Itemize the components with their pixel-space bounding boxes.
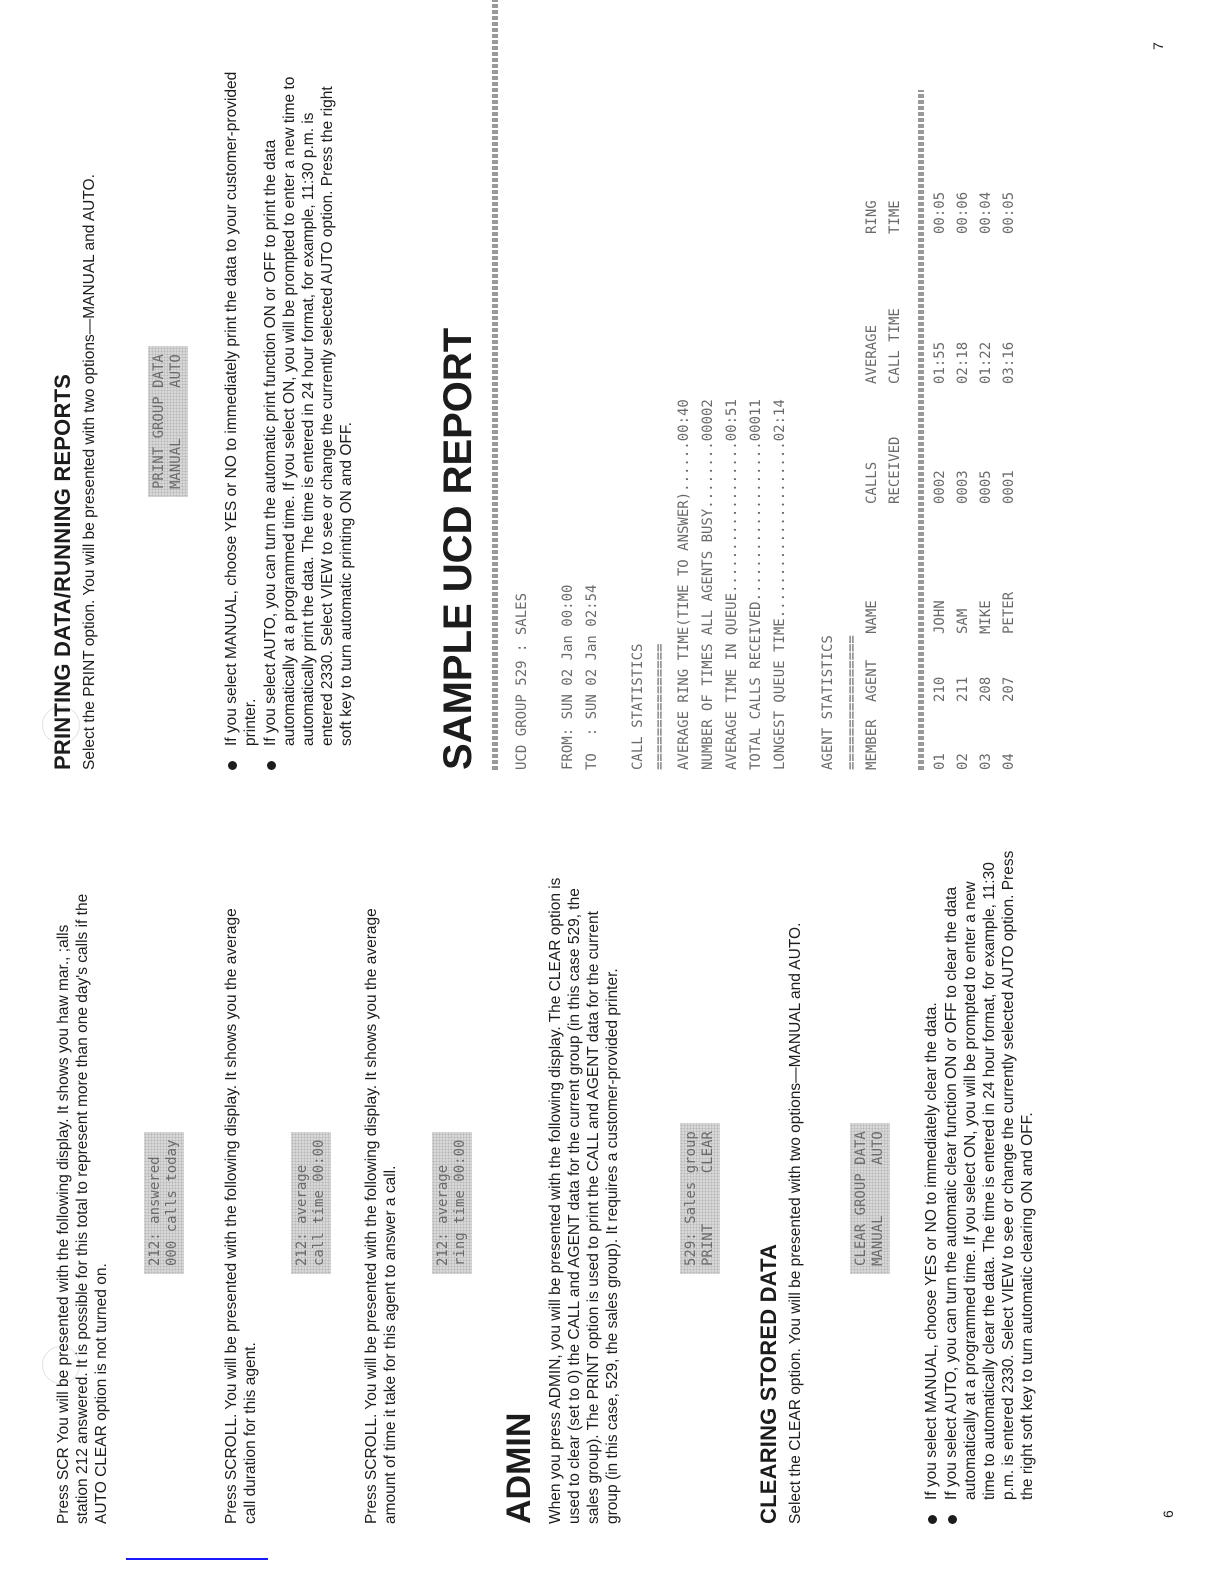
lcd-line: MANUAL AUTO	[870, 1131, 886, 1266]
list-item	[261, 58, 356, 770]
call-stat-row: AVERAGE TIME IN QUEUE..................00:51	[724, 399, 740, 770]
column-header: RECEIVED	[887, 436, 903, 504]
report-group-line: UCD GROUP 529 : SALES	[514, 592, 530, 770]
table-cell: JOHN	[932, 600, 948, 634]
table-cell: 02	[955, 753, 971, 770]
table-cell: 0001	[1001, 470, 1017, 504]
column-header: NAME	[864, 600, 880, 634]
bullet-icon	[928, 1515, 937, 1524]
report-to-line: TO : SUN 02 Jan 02:54	[584, 584, 600, 770]
agent-stats-title: AGENT STATISTICS	[820, 635, 836, 770]
list-item	[942, 850, 1037, 1524]
table-cell: PETER	[1001, 591, 1017, 634]
report-from-line: FROM: SUN 02 Jan 00:00	[560, 584, 576, 770]
call-stat-row: NUMBER OF TIMES ALL AGENTS BUSY........00002	[700, 399, 716, 770]
call-stats-underline: ===============	[652, 643, 668, 770]
column-header	[887, 504, 910, 634]
lcd-display-answered	[144, 1132, 184, 1274]
table-divider	[910, 144, 932, 770]
clearing-paragraph: Select the CLEAR option. You will be presented with two options—MANUAL and AUTO.	[787, 922, 804, 1524]
lcd-display-ring-time	[432, 1132, 472, 1274]
table-cell: 01:55	[932, 341, 948, 384]
table-cell: 210	[932, 676, 948, 702]
list-item	[922, 850, 941, 1524]
table-cell: 00:06	[955, 191, 971, 234]
lcd-line: MANUAL AUTO	[168, 354, 184, 489]
lcd-line: CLEAR GROUP DATA	[853, 1131, 869, 1266]
table-divider-row	[910, 144, 932, 770]
scan-line-mark	[126, 1558, 268, 1560]
table-cell: 00:05	[932, 191, 948, 234]
column-header: TIME	[887, 200, 903, 234]
table-header-row	[864, 144, 887, 770]
table-cell: 01	[932, 753, 948, 770]
scroll-ring-time-paragraph: Press SCROLL. You will be presented with the following display. It shows you the average amount of time it take for this agent to answer a call.	[363, 908, 399, 1524]
table-cell: 0003	[955, 470, 971, 504]
table-cell: 02:18	[955, 341, 971, 384]
lcd-line: PRINT GROUP DATA	[151, 354, 167, 489]
bullet-icon	[228, 761, 237, 770]
table-cell: 01:22	[978, 341, 994, 384]
table-cell: 0005	[978, 470, 994, 504]
left-page	[0, 792, 1224, 1584]
bullet-text: If you select MANUAL, choose YES or NO to immediately print the data to your customer-provided printer.	[223, 71, 259, 746]
bullet-text: If you select AUTO, you can turn the automatic print function ON or OFF to print the data automatically at a programmed time. If you select ON, you will be prompted to enter a new time to automatically print the data. The time is entered in 24 hour format, for example, 11:30 p.m. is entered 2330. Select VIEW to see or change the currently selected AUTO option. Press the right soft key to turn automatic printing ON and OFF.	[262, 76, 355, 746]
table-cell: MIKE	[978, 600, 994, 634]
scroll-answered-paragraph: Press SCR You will be presented with the following display. It shows you haw mar., ;alls station 212 answered. It is possible for this total to represent more than one day's calls if the AUTO CLEAR option is not turned on.	[55, 893, 110, 1524]
table-cell: 00:05	[1001, 191, 1017, 234]
bullet-text: If you select AUTO, you can turn the automatic clear function ON or OFF to clear the data automatically at a programmed time. If you select ON, you will be prompted to enter a new time to automatically clear the data. The time is entered in 24 hour format, for example, 11:30 p.m. is entered 2330. Select VIEW to see or change the currently selected AUTO option. Press the right soft key to turn automatic clearing ON and OFF.	[943, 850, 1036, 1500]
lcd-line: ring time 00:00	[452, 1139, 468, 1266]
table-cell: 211	[955, 676, 971, 702]
lcd-display-call-time	[291, 1132, 331, 1274]
lcd-line: 000 calls today	[164, 1139, 180, 1266]
column-header	[887, 702, 910, 770]
table-row	[955, 144, 978, 770]
table-cell: 208	[978, 676, 994, 702]
clear-options-list	[922, 850, 1038, 1524]
scroll-call-time-paragraph: Press SCROLL. You will be presented with the following display. It shows you the average call duration for this agent.	[223, 908, 259, 1524]
lcd-display-clear	[850, 1123, 890, 1274]
table-cell: 03	[978, 753, 994, 770]
lcd-line: 212: average	[435, 1164, 451, 1266]
report-heading: SAMPLE UCD REPORT	[436, 327, 480, 770]
report-top-rule	[492, 0, 498, 770]
call-stat-row: TOTAL CALLS RECEIVED...................00011	[748, 399, 764, 770]
lcd-display-admin	[680, 1123, 720, 1274]
column-header: AVERAGE	[864, 324, 880, 384]
admin-paragraph: When you press ADMIN, you will be presented with the following display. The CLEAR option is used to clear (set to 0) the CALL and AGENT data for the current group (in this case 529, the sales group). The PRINT option is used to print the CALL and AGENT data for the current group (in this case, 529, the sales group). It requires a customer-provided printer.	[547, 877, 621, 1524]
agent-stats-table	[864, 144, 1024, 770]
print-options-list	[222, 58, 357, 770]
table-cell: 207	[1001, 676, 1017, 702]
column-header: CALLS	[864, 461, 880, 504]
table-header-row	[887, 144, 910, 770]
lcd-line: PRINT CLEAR	[700, 1131, 716, 1266]
table-cell: 00:04	[978, 191, 994, 234]
column-header: RING	[864, 200, 880, 234]
agent-stats-underline: ================	[844, 635, 860, 770]
printing-paragraph: Select the PRINT option. You will be presented with two options—MANUAL and AUTO.	[81, 174, 98, 770]
call-stat-row: LONGEST QUEUE TIME.....................02:14	[772, 399, 788, 770]
bullet-text: If you select MANUAL, choose YES or NO to immediately clear the data.	[923, 1002, 940, 1500]
table-row	[932, 144, 955, 770]
table-cell: SAM	[955, 608, 971, 634]
table-row	[978, 144, 1001, 770]
call-stat-row: AVERAGE RING TIME(TIME TO ANSWER)......00:40	[676, 399, 692, 770]
column-header	[887, 634, 910, 702]
lcd-line: 212: average	[294, 1164, 310, 1266]
clearing-heading: CLEARING STORED DATA	[756, 1243, 781, 1524]
lcd-line: 212: answered	[147, 1156, 163, 1266]
column-header: AGENT	[864, 659, 880, 702]
page-number: 6	[1160, 1510, 1176, 1518]
table-cell: 04	[1001, 753, 1017, 770]
bullet-icon	[267, 761, 276, 770]
lcd-line: 529: Sales group	[683, 1131, 699, 1266]
dashed-rule	[918, 90, 924, 770]
lcd-line: call time 00:00	[311, 1139, 327, 1266]
table-row	[1001, 144, 1024, 770]
list-item	[222, 58, 260, 770]
admin-heading: ADMIN	[500, 1412, 538, 1524]
column-header: MEMBER	[864, 719, 880, 770]
bullet-icon	[948, 1515, 957, 1524]
table-cell: 03:16	[1001, 341, 1017, 384]
page-number: 7	[1150, 42, 1166, 50]
lcd-display-print	[148, 346, 188, 497]
column-header: CALL TIME	[887, 308, 903, 384]
printing-heading: PRINTING DATA/RUNNING REPORTS	[50, 373, 75, 770]
table-cell: 0002	[932, 470, 948, 504]
call-stats-title: CALL STATISTICS	[630, 643, 646, 770]
